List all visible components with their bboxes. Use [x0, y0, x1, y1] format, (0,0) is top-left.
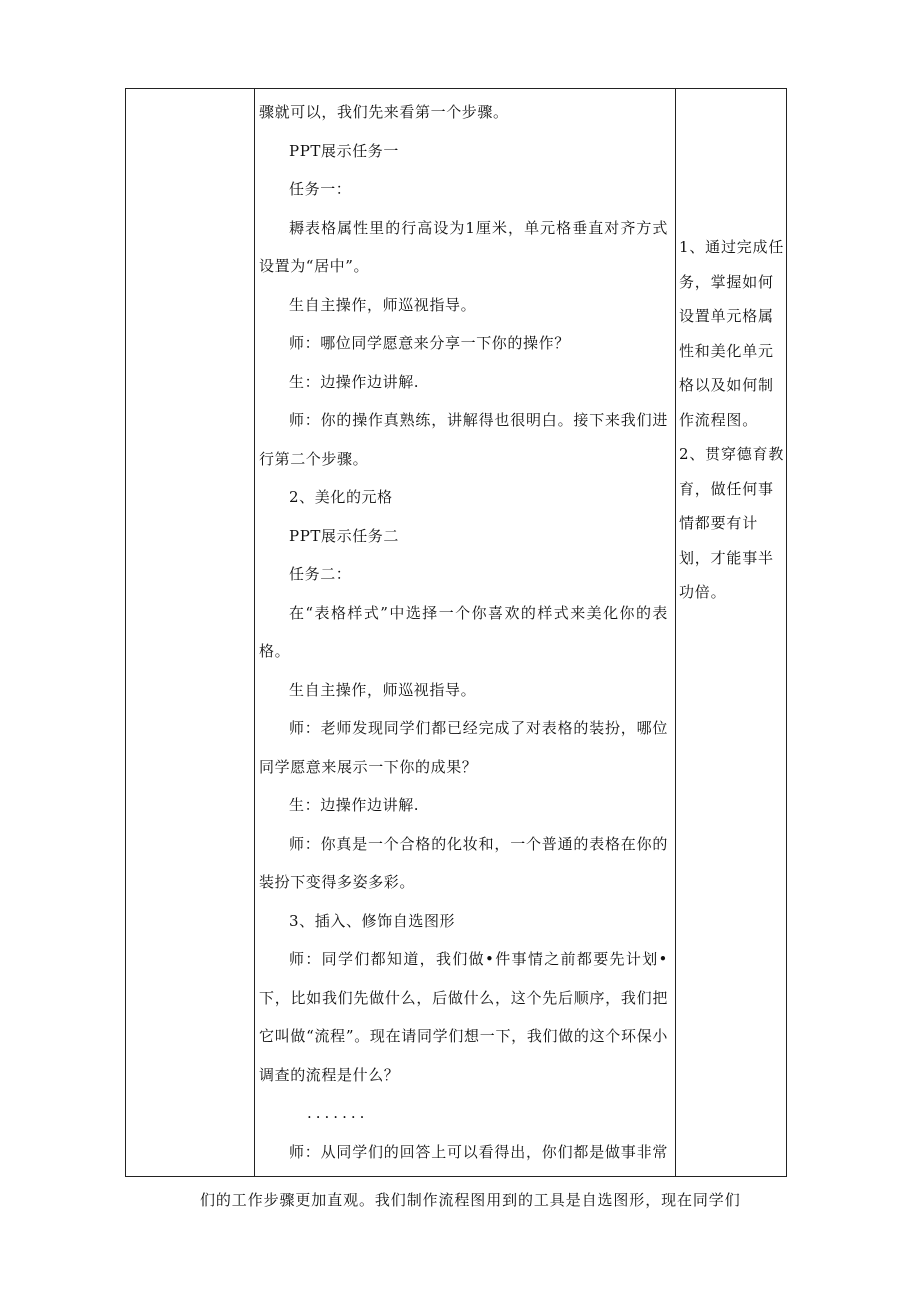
paragraph: 耨表格属性里的行高设为1厘米，单元格垂直对齐方式设置为“居中”。: [259, 218, 668, 275]
paragraph: 在“表格样式”中选择一个你喜欢的样式来美化你的表格。: [259, 603, 668, 660]
paragraph: 任务一：: [289, 180, 352, 198]
paragraph: 生：边操作边讲解.: [289, 796, 420, 814]
column-divider-left: [254, 89, 255, 1176]
paragraph: 师：从同学们的回答上可以看得出，你们都是做事非常: [289, 1142, 668, 1161]
paragraph: 师：同学们都知道，我们做•件事情之前都要先计划•下，比如我们先做什么，后做什么，这个先后顺序，我们把它叫做“流程”。现在请同学们想一下，我们做的这个环保小调查的流程是什么？: [259, 950, 668, 1084]
paragraph: PPT展示任务二: [289, 526, 399, 545]
ellipsis-line: .......: [307, 1104, 369, 1122]
teaching-process-cell: [259, 93, 668, 1177]
paragraph: 生自主操作，师巡视指导。: [289, 680, 477, 699]
paragraph: 2、美化的元格: [289, 488, 393, 506]
paragraph: PPT展示任务一: [289, 141, 399, 160]
design-intent-cell: [679, 230, 785, 610]
paragraph: 生：边操作边讲解.: [289, 372, 420, 391]
paragraph: 任务二：: [289, 565, 352, 583]
paragraph: 生自主操作，师巡视指导。: [289, 295, 477, 314]
lesson-plan-table: [125, 88, 787, 1177]
column-divider-right: [675, 89, 676, 1176]
paragraph: 师：哪位同学愿意来分享一下你的操作？: [289, 334, 570, 352]
paragraph: 3、插入、修饰自选图形: [289, 911, 456, 930]
side-note: 1、通过完成任务，掌握如何设置单元格属性和美化单元格以及如何制作流程图。: [679, 238, 785, 429]
paragraph: 师：你的操作真熟练，讲解得也很明白。接下来我们进行第二个步骤。: [259, 411, 668, 468]
paragraph: 骤就可以，我们先来看第一个步骤。: [259, 103, 509, 121]
paragraph: 师：你真是一个合格的化妆和，一个普通的表格在你的装扮下变得多姿多彩。: [259, 834, 668, 891]
continuation-line: 们的工作步骤更加直观。我们制作流程图用到的工具是自选图形，现在同学们: [200, 1191, 741, 1209]
paragraph: 师：老师发现同学们都已经完成了对表格的装扮，哪位同学愿意来展示一下你的成果？: [259, 719, 668, 776]
side-note: 2、贯穿德育教育，做任何事情都要有计划，才能事半功倍。: [679, 445, 785, 601]
